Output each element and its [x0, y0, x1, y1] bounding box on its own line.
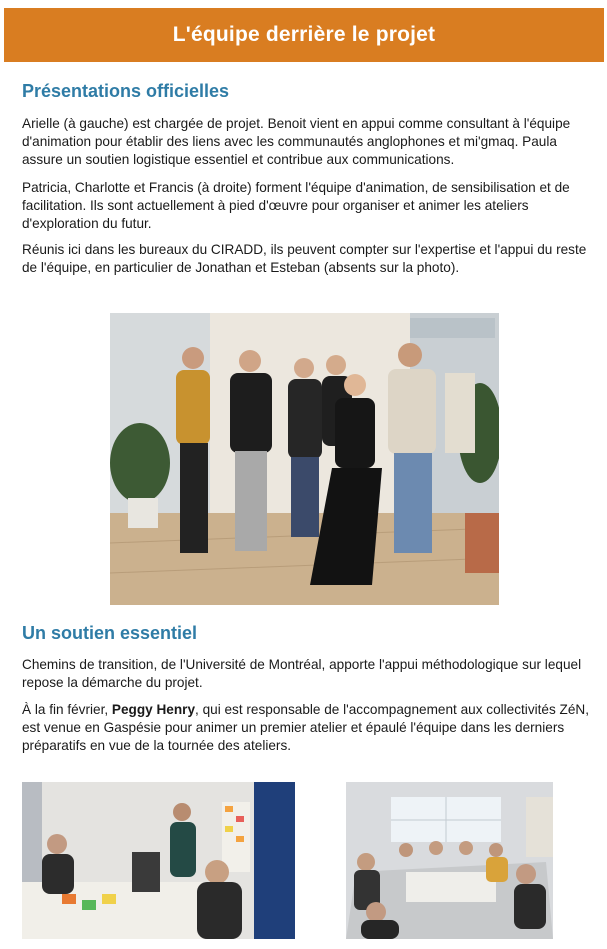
- page-banner: [4, 8, 604, 62]
- paragraph-roles: Arielle (à gauche) est chargée de projet. Benoit vient en appui comme consultant à l'équipe d'animation pour établir des liens avec les communautés anglophones et mi'gmaq. Paula assure un soutien logistique essentiel et contribue aux communications.: [22, 116, 571, 167]
- paragraph-chemins-transition: Chemins de transition, de l'Université de Montréal, apporte l'appui méthodologique sur lequel repose la démarche du projet.: [22, 657, 582, 690]
- workshop-photo-left: [22, 782, 295, 939]
- paragraph-ciradd: Réunis ici dans les bureaux du CIRADD, ils peuvent compter sur l'expertise et l'appui du reste de l'équipe, en particulier de Jonathan et Esteban (absents sur la photo).: [22, 242, 587, 275]
- paragraph-animation-team: Patricia, Charlotte et Francis (à droite) forment l'équipe d'animation, de sensibilisation et de facilitation. Ils sont actuellement à pied d'œuvre pour organiser et animer les ateliers d'exploration du futur.: [22, 180, 570, 231]
- banner-title: L'équipe derrière le projet: [172, 23, 436, 46]
- peggy-henry-name: Peggy Henry: [111, 702, 196, 717]
- section-title-presentations: Présentations officielles: [22, 81, 230, 101]
- workshop-photo-right: [346, 782, 553, 939]
- paragraph-peggy-henry: À la fin février, Peggy Henry, qui est responsable de l'accompagnement aux collectivités ZéN, est venue en Gaspésie pour animer un premier atelier et épaulé l'équipe dans les derniers préparatifs en vue de la tournée des ateliers.: [22, 702, 590, 753]
- team-photo: [110, 313, 499, 605]
- section-title-support: Un soutien essentiel: [22, 623, 198, 643]
